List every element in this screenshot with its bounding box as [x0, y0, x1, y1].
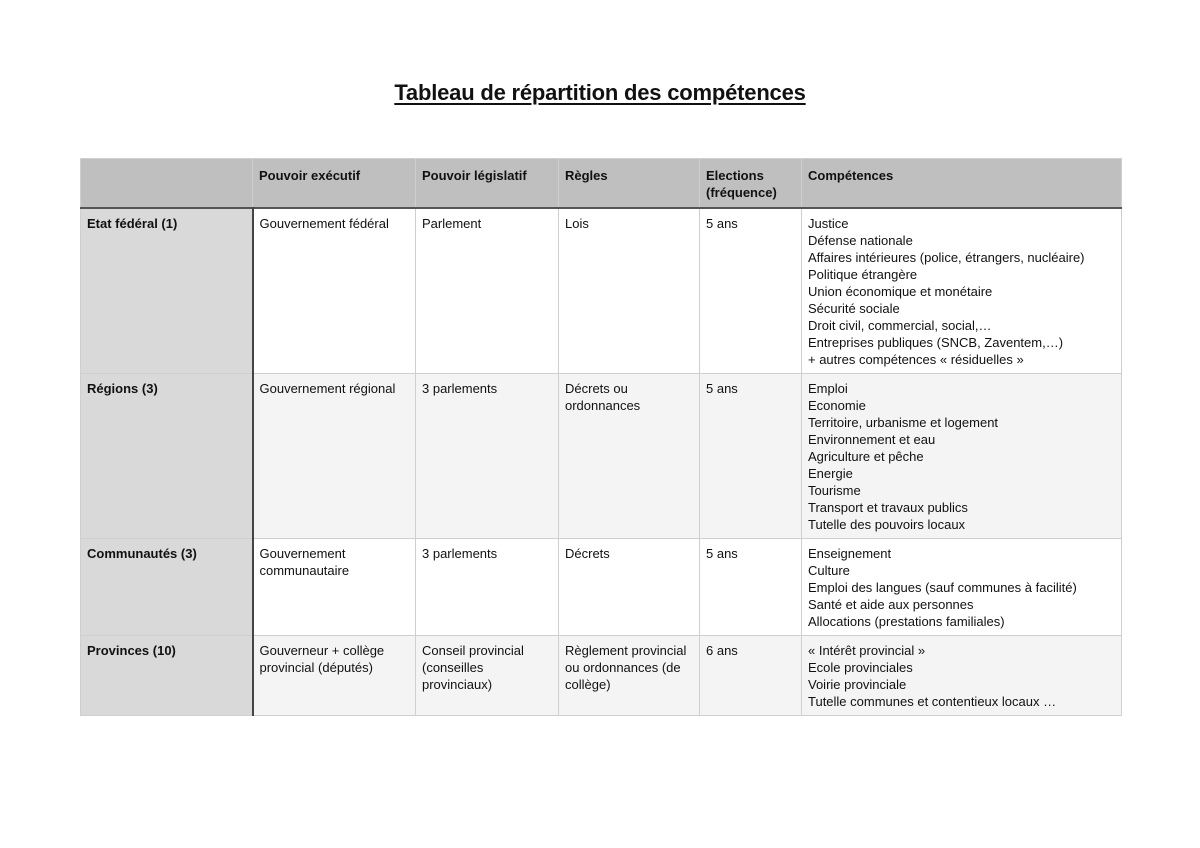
header-cell-legislative: Pouvoir législatif [416, 159, 559, 209]
competence-item: Droit civil, commercial, social,… [808, 318, 992, 333]
competence-item: Sécurité sociale [808, 301, 900, 316]
table-row [81, 373, 1122, 538]
competence-item: « Intérêt provincial » [808, 642, 926, 658]
header-cell-elections: Elections (fréquence) [700, 159, 802, 209]
cell-elections: 5 ans [700, 208, 802, 373]
competence-item: Tourisme [808, 482, 861, 498]
competence-item: Ecole provinciales [808, 659, 913, 675]
competence-item: + autres compétences « résiduelles » [808, 352, 1024, 367]
header-cell-rules: Règles [559, 159, 700, 209]
competence-item: Territoire, urbanisme et logement [808, 414, 999, 430]
competences-table [80, 158, 1122, 716]
cell-elections: 5 ans [700, 538, 802, 635]
page-title: Tableau de répartition des compétences [394, 80, 806, 105]
cell-competences [802, 208, 1122, 373]
competence-item: Entreprises publiques (SNCB, Zaventem,…) [808, 335, 1064, 350]
cell-executive: Gouvernement communautaire [253, 538, 416, 635]
table-row [81, 538, 1122, 635]
cell-legislative: 3 parlements [416, 373, 559, 538]
cell-rules: Règlement provincial ou ordonnances (de collège) [559, 635, 700, 715]
cell-executive: Gouvernement régional [253, 373, 416, 538]
cell-rules: Décrets [559, 538, 700, 635]
cell-elections: 5 ans [700, 373, 802, 538]
competence-item: Union économique et monétaire [808, 284, 993, 299]
competence-item: Voirie provinciale [808, 676, 907, 692]
header-cell-empty [81, 159, 253, 209]
competence-item: Politique étrangère [808, 267, 918, 282]
competence-item: Economie [808, 397, 866, 413]
cell-executive: Gouvernement fédéral [253, 208, 416, 373]
cell-competences [802, 373, 1122, 538]
header-cell-competences: Compétences [802, 159, 1122, 209]
competence-item: Transport et travaux publics [808, 499, 968, 515]
header-cell-executive: Pouvoir exécutif [253, 159, 416, 209]
competence-item: Agriculture et pêche [808, 448, 924, 464]
row-entity: Provinces (10) [81, 635, 253, 715]
competence-item: Défense nationale [808, 233, 913, 248]
competence-item: Enseignement [808, 545, 892, 561]
row-entity: Communautés (3) [81, 538, 253, 635]
cell-rules: Décrets ou ordonnances [559, 373, 700, 538]
cell-legislative: 3 parlements [416, 538, 559, 635]
competence-item: Tutelle des pouvoirs locaux [808, 516, 966, 532]
competence-item: Tutelle communes et contentieux locaux … [808, 693, 1057, 709]
cell-elections: 6 ans [700, 635, 802, 715]
table-row [81, 208, 1122, 373]
cell-competences [802, 635, 1122, 715]
cell-competences [802, 538, 1122, 635]
competence-item: Environnement et eau [808, 431, 936, 447]
competence-item: Emploi des langues (sauf communes à facilité) [808, 579, 1077, 595]
cell-legislative: Conseil provincial (conseilles provinciaux) [416, 635, 559, 715]
cell-legislative: Parlement [416, 208, 559, 373]
competence-item: Santé et aide aux personnes [808, 596, 974, 612]
competence-item: Energie [808, 465, 853, 481]
competence-item: Emploi [808, 380, 848, 396]
cell-executive: Gouverneur + collège provincial (députés) [253, 635, 416, 715]
cell-rules: Lois [559, 208, 700, 373]
table-row [81, 635, 1122, 715]
row-entity: Régions (3) [81, 373, 253, 538]
competence-item: Culture [808, 562, 850, 578]
competence-item: Affaires intérieures (police, étrangers, nucléaire) [808, 250, 1085, 265]
row-entity: Etat fédéral (1) [81, 208, 253, 373]
header-row [81, 159, 1122, 209]
competence-item: Allocations (prestations familiales) [808, 613, 1005, 629]
competence-item: Justice [808, 216, 849, 231]
